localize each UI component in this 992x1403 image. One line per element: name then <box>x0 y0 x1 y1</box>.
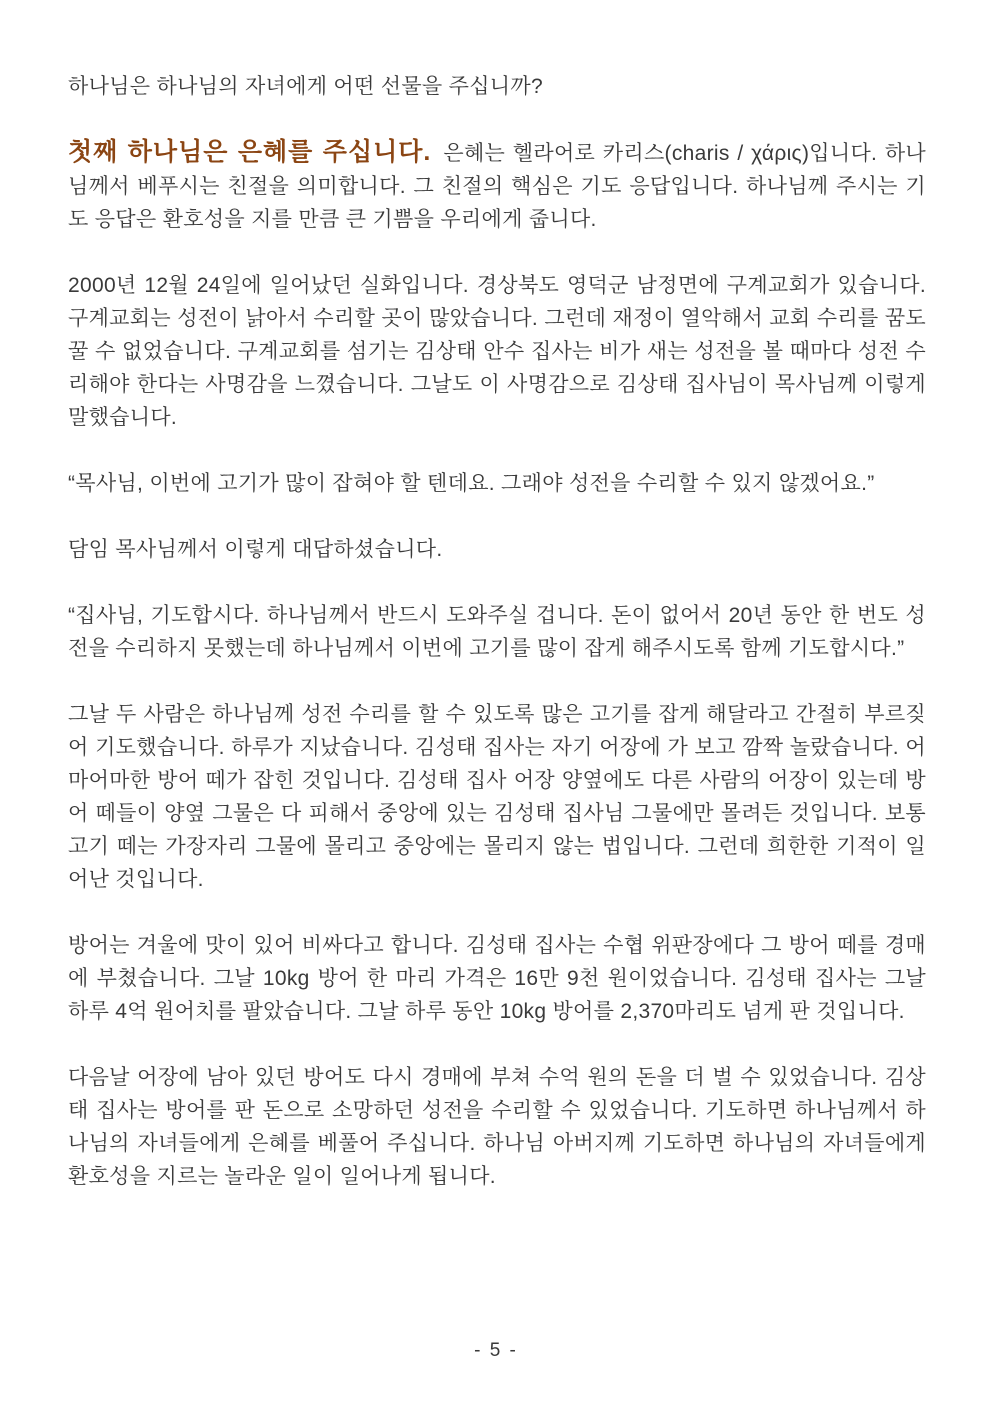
point1-heading: 첫째 하나님은 은혜를 주십니다. <box>68 138 432 166</box>
story-paragraph-4: 다음날 어장에 남아 있던 방어도 다시 경매에 부쳐 수억 원의 돈을 더 벌 수 있었습니다. 김상태 집사는 방어를 판 돈으로 소망하던 성전을 수리할 수 있었습니다. 기도하면 하나님께서 하나님의 자녀들에게 은혜를 베풀어 주십니다. 하나님 아버지께 기도하면 하나님의 자녀들에게 환호성을 지르는 놀라운 일이 일어나게 됩니다. <box>68 1066 926 1188</box>
story-paragraph-2: 그날 두 사람은 하나님께 성전 수리를 할 수 있도록 많은 고기를 잡게 해달라고 간절히 부르짖어 기도했습니다. 하루가 지났습니다. 김성태 집사는 자기 어장에 가 보고 깜짝 놀랐습니다. 어마어마한 방어 떼가 잡힌 것입니다. 김성태 집사 어장 양옆에도 다른 사람의 어장이 있는데 방어 떼들이 양옆 그물은 다 피해서 중앙에 있는 김성태 집사님 그물에만 몰려든 것입니다. 보통 고기 떼는 가장자리 그물에 몰리고 중앙에는 몰리지 않는 법입니다. 그런데 희한한 기적이 일어난 것입니다. <box>68 703 926 891</box>
story-paragraph-3: 방어는 겨울에 맛이 있어 비싸다고 합니다. 김성태 집사는 수협 위판장에다 그 방어 떼를 경매에 부쳤습니다. 그날 10kg 방어 한 마리 가격은 16만 9천 원이었습니다. 김성태 집사는 그날 하루 4억 원어치를 팔았습니다. 그날 하루 동안 10kg 방어를 2,370마리도 넘게 판 것입니다. <box>68 934 926 1023</box>
story-paragraph-1: 2000년 12월 24일에 일어났던 실화입니다. 경상북도 영덕군 남정면에 구계교회가 있습니다. 구계교회는 성전이 낡아서 수리할 곳이 많았습니다. 그런데 재정이 열악해서 교회 수리를 꿈도 꿀 수 없었습니다. 구계교회를 섬기는 김상태 안수 집사는 비가 새는 성전을 볼 때마다 성전 수리해야 한다는 사명감을 느꼈습니다. 그날도 이 사명감으로 김상태 집사님이 목사님께 이렇게 말했습니다. <box>68 274 926 429</box>
quote-deacon: “목사님, 이번에 고기가 많이 잡혀야 할 텐데요. 그래야 성전을 수리할 수 있지 않겠어요.” <box>68 472 875 495</box>
point1-paragraph <box>68 136 926 236</box>
intro-question: 하나님은 하나님의 자녀에게 어떤 선물을 주십니까? <box>68 75 543 98</box>
page-number: - 5 - <box>474 1340 518 1361</box>
point1-lead: 은혜는 헬라어로 카리스(charis / χάρις)입니다. 하나님께서 베푸시는 친절을 의미합니다. 그 친절의 핵심은 기도 응답입니다. 하나님께 주시는 기도 응답은 환호성을 지를 만큼 큰 기쁨을 우리에게 줍니다. <box>68 142 927 231</box>
document-page <box>68 70 926 1226</box>
quote-pastor: “집사님, 기도합시다. 하나님께서 반드시 도와주실 겁니다. 돈이 없어서 20년 동안 한 번도 성전을 수리하지 못했는데 하나님께서 이번에 고기를 많이 잡게 해주시도록 함께 기도합시다.” <box>68 604 926 660</box>
pastor-reply-intro: 담임 목사님께서 이렇게 대답하셨습니다. <box>68 538 443 561</box>
